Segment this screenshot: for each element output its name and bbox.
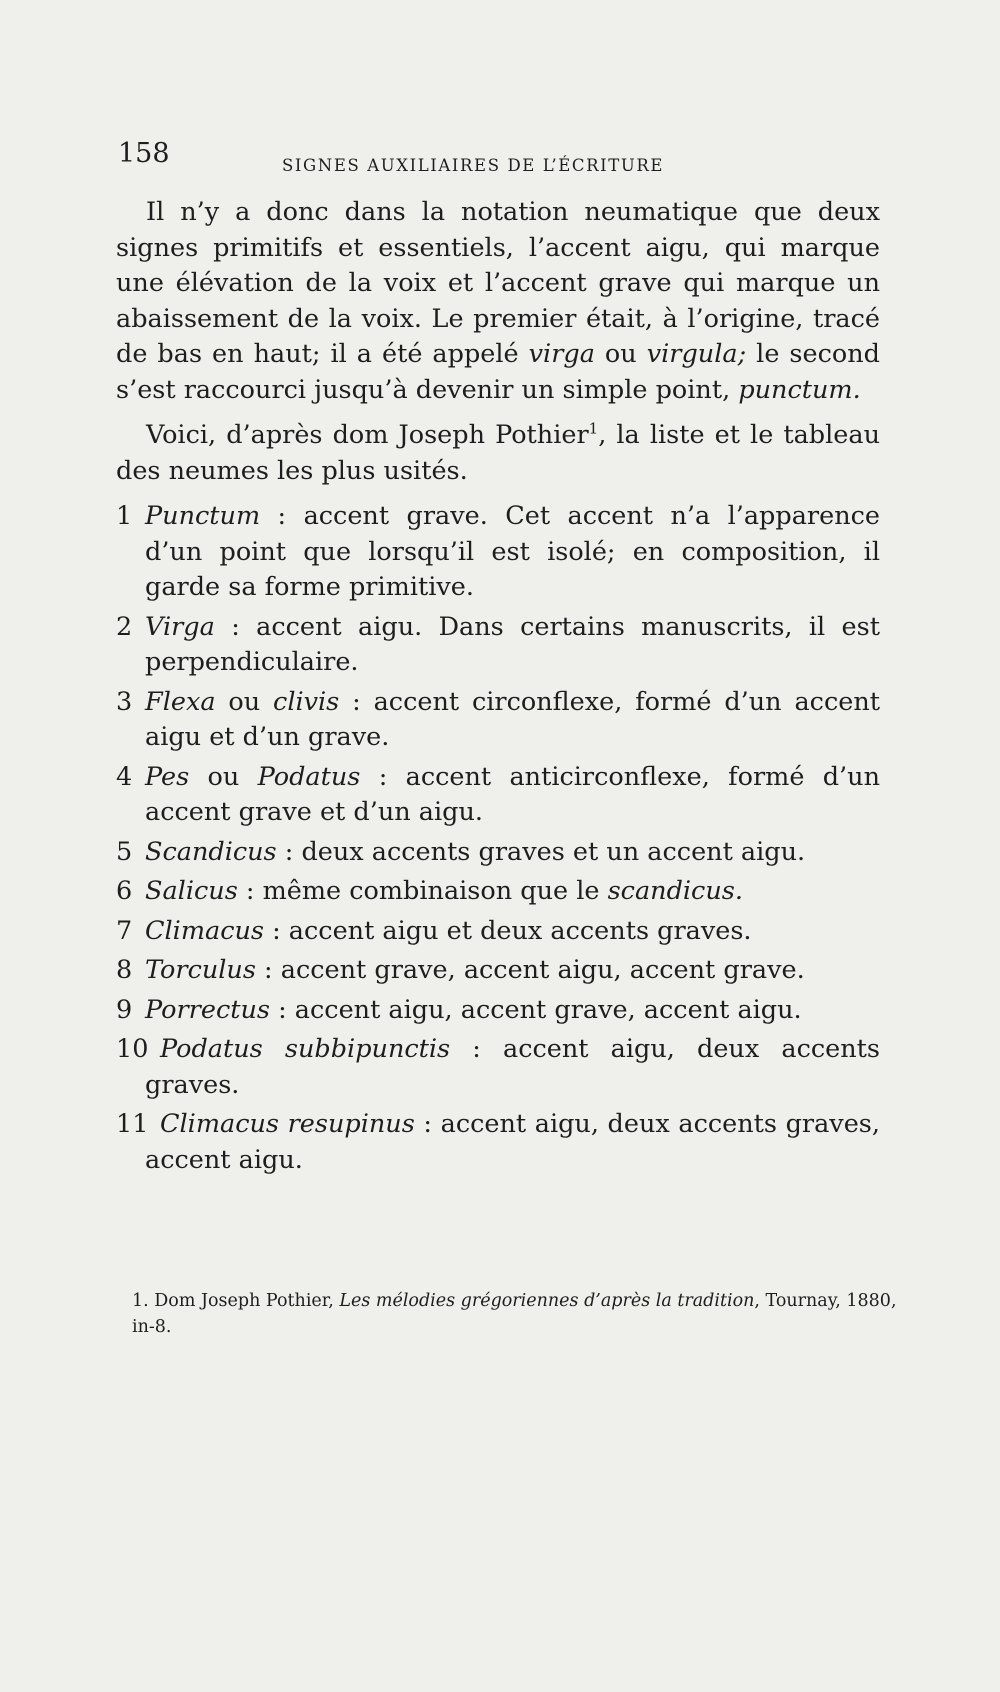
neume-name: scandicus. xyxy=(607,876,743,906)
paragraph-text: Voici, d’après dom Joseph Pothier xyxy=(146,420,589,450)
connector-text: ou xyxy=(189,761,258,792)
item-number: 9 xyxy=(116,994,133,1025)
neume-name: Climacus resupinus xyxy=(160,1109,415,1139)
neume-definition: : accent aigu, accent grave, accent aigu. xyxy=(270,994,802,1025)
paragraph-text: , la liste et le tableau des neumes les plus usités. xyxy=(116,420,880,486)
neume-definition: : deux accents graves et un accent aigu. xyxy=(276,836,806,867)
list-item xyxy=(116,610,880,681)
neume-name: Punctum xyxy=(145,501,261,531)
italic-term: punctum. xyxy=(738,374,861,405)
list-item xyxy=(116,953,880,989)
list-item xyxy=(116,993,880,1029)
neume-definition: : accent aigu et deux accents graves. xyxy=(264,915,752,946)
list-item xyxy=(116,1032,880,1103)
list-item xyxy=(116,499,880,606)
neume-name: Podatus xyxy=(257,761,361,792)
item-number: 5 xyxy=(116,836,133,867)
paragraph-text: le second s’est raccourci jusqu’à devenir un simple point, xyxy=(116,339,880,405)
item-number: 1 xyxy=(116,501,133,531)
list-item xyxy=(116,1107,880,1178)
item-number: 4 xyxy=(116,761,133,792)
list-item xyxy=(116,835,880,871)
neume-name: Virga xyxy=(145,611,215,642)
item-number: 11 xyxy=(116,1109,149,1139)
neume-definition: : accent aigu. Dans certains manuscrits, il est perpendiculaire. xyxy=(145,611,880,677)
neume-definition: : même combinaison que le xyxy=(237,876,608,906)
list-item xyxy=(116,874,880,910)
footnote-text: Dom Joseph Pothier, xyxy=(148,1291,340,1311)
neume-list xyxy=(116,499,880,1178)
neume-definition: : accent aigu, deux accents graves. xyxy=(145,1034,880,1100)
neume-name: Podatus subbipunctis xyxy=(160,1034,451,1064)
neume-name: Torculus xyxy=(145,955,256,985)
body-text xyxy=(116,195,880,1182)
paragraph-notation xyxy=(116,195,880,408)
list-item xyxy=(116,760,880,831)
item-number: 10 xyxy=(116,1034,149,1064)
list-item xyxy=(116,914,880,950)
neume-definition: : accent aigu, deux accents graves, accent aigu. xyxy=(145,1109,880,1175)
italic-term: virga xyxy=(528,339,595,369)
neume-definition: : accent grave, accent aigu, accent grave. xyxy=(255,955,805,985)
page-header xyxy=(118,138,878,178)
neume-name: Pes xyxy=(145,761,190,792)
neume-name: Scandicus xyxy=(145,836,277,867)
item-number: 2 xyxy=(116,611,133,642)
list-item xyxy=(116,685,880,756)
paragraph-text: Il n’y a donc dans la notation neumatique que deux signes primitifs et essentiels, l’accent aigu, qui marque une élévation de la voix et l’accent grave qui marque un abaissement de la voix. Le premier était, à l’origine, tracé de bas en haut; il a été appelé xyxy=(116,197,880,369)
neume-name: clivis xyxy=(273,686,340,717)
page-number: 158 xyxy=(118,138,170,169)
footnote-number: 1. xyxy=(132,1291,149,1311)
running-head: SIGNES AUXILIAIRES DE L’ÉCRITURE xyxy=(282,156,664,175)
neume-name: Flexa xyxy=(145,686,216,717)
footnote-reference: 1 xyxy=(588,419,599,438)
footnote-book-title: Les mélodies grégoriennes d’après la tradition xyxy=(339,1291,755,1311)
neume-name: Porrectus xyxy=(145,994,270,1025)
paragraph-text: ou xyxy=(594,339,647,369)
paragraph-intro-list xyxy=(116,418,880,489)
italic-term: virgula; xyxy=(646,339,747,369)
connector-text: ou xyxy=(215,686,274,717)
item-number: 6 xyxy=(116,876,133,906)
footnote xyxy=(110,1288,912,1340)
item-number: 7 xyxy=(116,915,133,946)
neume-definition: : accent grave. Cet accent n’a l’apparence d’un point que lorsqu’il est isolé; en composition, il garde sa forme primitive. xyxy=(145,501,880,602)
neume-name: Climacus xyxy=(145,915,264,946)
neume-definition: : accent anticirconflexe, formé d’un accent grave et d’un aigu. xyxy=(145,761,881,827)
neume-definition: : accent circonflexe, formé d’un accent aigu et d’un grave. xyxy=(145,686,880,752)
item-number: 8 xyxy=(116,955,133,985)
item-number: 3 xyxy=(116,686,133,717)
footnote-text: , Tournay, 1880, in-8. xyxy=(132,1291,897,1337)
neume-name: Salicus xyxy=(145,876,238,906)
